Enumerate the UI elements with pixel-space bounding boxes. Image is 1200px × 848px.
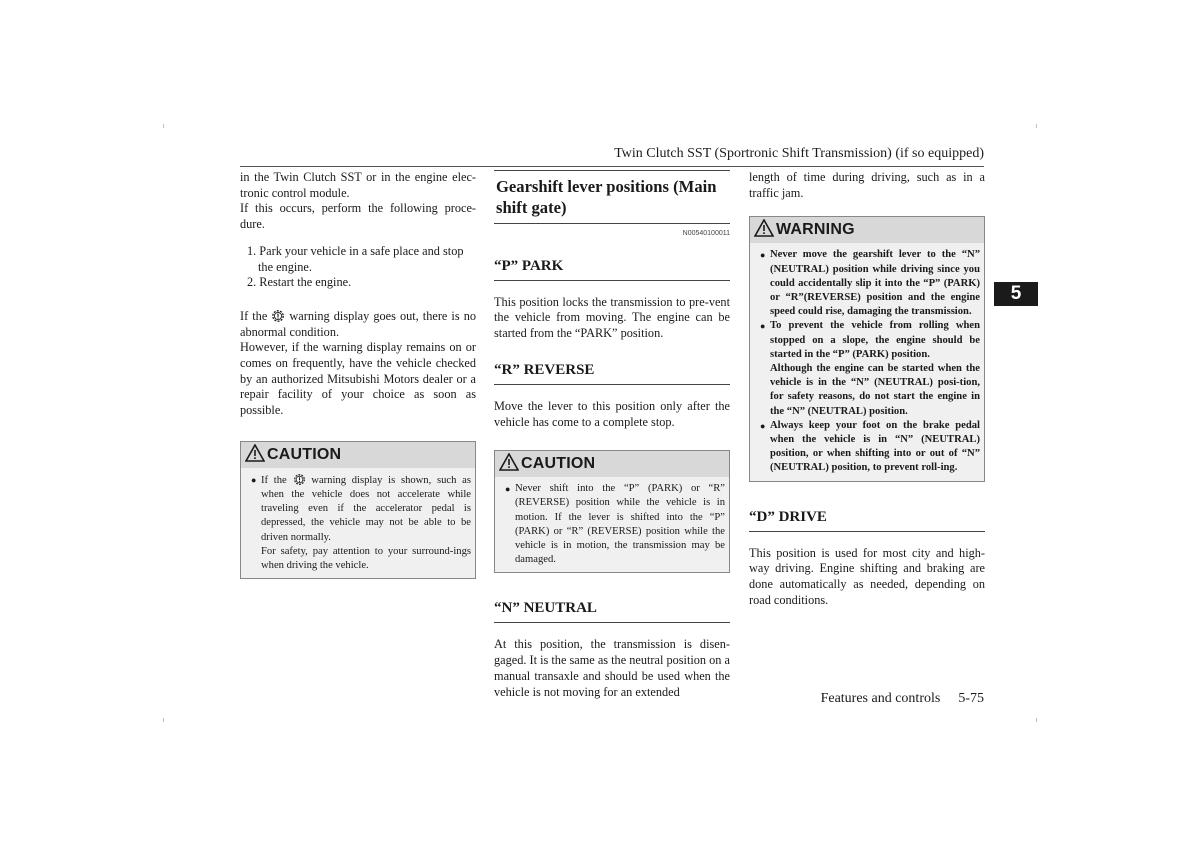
warning-triangle-icon (754, 219, 774, 237)
column-right (749, 170, 985, 608)
warning-bullet: ● Never move the gearshift lever to the “N” (NEUTRAL) position while driving since you could accidentally slip it into the “P” (PARK) or “R”(REVERSE) position and the engine speed could rise, damaging the transmission. (760, 248, 980, 319)
paragraph: Move the lever to this position only after the vehicle has come to a complete stop. (494, 398, 730, 429)
warning-header: WARNING (750, 217, 984, 243)
column-left (240, 170, 476, 579)
subsection-heading-neutral: “N” NEUTRAL (494, 599, 730, 623)
page-footer (700, 691, 984, 707)
paragraph: This position is used for most city and high-way driving. Engine shifting and braking are done automatically as needed, depending on road conditions. (749, 545, 985, 607)
crop-mark (1036, 718, 1037, 722)
subsection-heading-drive: “D” DRIVE (749, 508, 985, 532)
caution-bullet: ● If the warning display is shown, such as when the vehicle does not accelerate while traveling even if the accelerator pedal is depressed, the vehicle may not be able to be driven normally. (251, 473, 471, 545)
warning-triangle-icon (245, 444, 265, 462)
caution-header: CAUTION (495, 451, 729, 477)
caution-header: CAUTION (241, 442, 475, 468)
caution-box (494, 450, 730, 573)
caution-bullet: ● Never shift into the “P” (PARK) or “R” (REVERSE) position while the vehicle is in motion. If the lever is shifted into the “P” (PARK) or “R” (REVERSE) position while the vehicle is in motion, the transmission may be damaged. (505, 482, 725, 567)
paragraph: If the warning display goes out, there is no abnormal condition. (240, 308, 476, 339)
paragraph: If this occurs, perform the following proce-dure. (240, 201, 476, 232)
step-item: 1. Park your vehicle in a safe place and stop the engine. (247, 243, 464, 274)
procedure-steps (240, 244, 476, 291)
warning-subtext: Although the engine can be started when the vehicle is in the “N” (NEUTRAL) posi-tion, for safety reasons, do not start the engine in the “N” (NEUTRAL) position. (770, 363, 980, 417)
caution-subtext: For safety, pay attention to your surround-ings when driving the vehicle. (261, 545, 471, 572)
page-number: 5-75 (958, 691, 984, 706)
chapter-tab: 5 (994, 282, 1038, 306)
step-item: 2. Restart the engine. (247, 275, 352, 290)
column-middle (494, 170, 730, 700)
warning-box (749, 216, 985, 481)
transmission-warning-icon (271, 309, 285, 323)
paragraph: length of time during driving, such as in a traffic jam. (749, 170, 985, 200)
crop-mark (163, 718, 164, 722)
paragraph: in the Twin Clutch SST or in the engine elec-tronic control module. (240, 170, 476, 200)
warning-bullet: ● To prevent the vehicle from rolling when stopped on a slope, the engine should be started in the “P” (PARK) position. (760, 319, 980, 362)
warning-triangle-icon (499, 453, 519, 471)
paragraph: At this position, the transmission is disen-gaged. It is the same as the neutral position on a manual transaxle and should be used when the vehicle is not moving for an extended (494, 637, 730, 699)
crop-mark (163, 124, 164, 128)
caution-body (241, 468, 475, 578)
section-heading: Gearshift lever positions (Main shift gate) (494, 170, 730, 224)
page-header-title: Twin Clutch SST (Sportronic Shift Transmission) (if so equipped) (614, 146, 984, 161)
crop-mark (1036, 124, 1037, 128)
document-code: N00540100011 (682, 230, 730, 237)
warning-bullet: ● Always keep your foot on the brake pedal when the vehicle is in “N” (NEUTRAL) position, or when shifting into or out of “N” (NEUTRAL) position, to prevent roll-ing. (760, 419, 980, 476)
caution-body (495, 477, 729, 572)
transmission-warning-icon (293, 473, 306, 486)
header-rule (240, 166, 984, 167)
subsection-heading-reverse: “R” REVERSE (494, 361, 730, 385)
paragraph: However, if the warning display remains on or comes on frequently, have the vehicle checked by an authorized Mitsubishi Motors dealer or a repair facility of your choice as soon as possible. (240, 340, 476, 418)
paragraph: This position locks the transmission to pre-vent the vehicle from moving. The engine can be started from the “PARK” position. (494, 294, 730, 341)
caution-box (240, 441, 476, 579)
footer-section: Features and controls (820, 691, 941, 706)
warning-body (750, 243, 984, 480)
subsection-heading-park: “P” PARK (494, 257, 730, 281)
